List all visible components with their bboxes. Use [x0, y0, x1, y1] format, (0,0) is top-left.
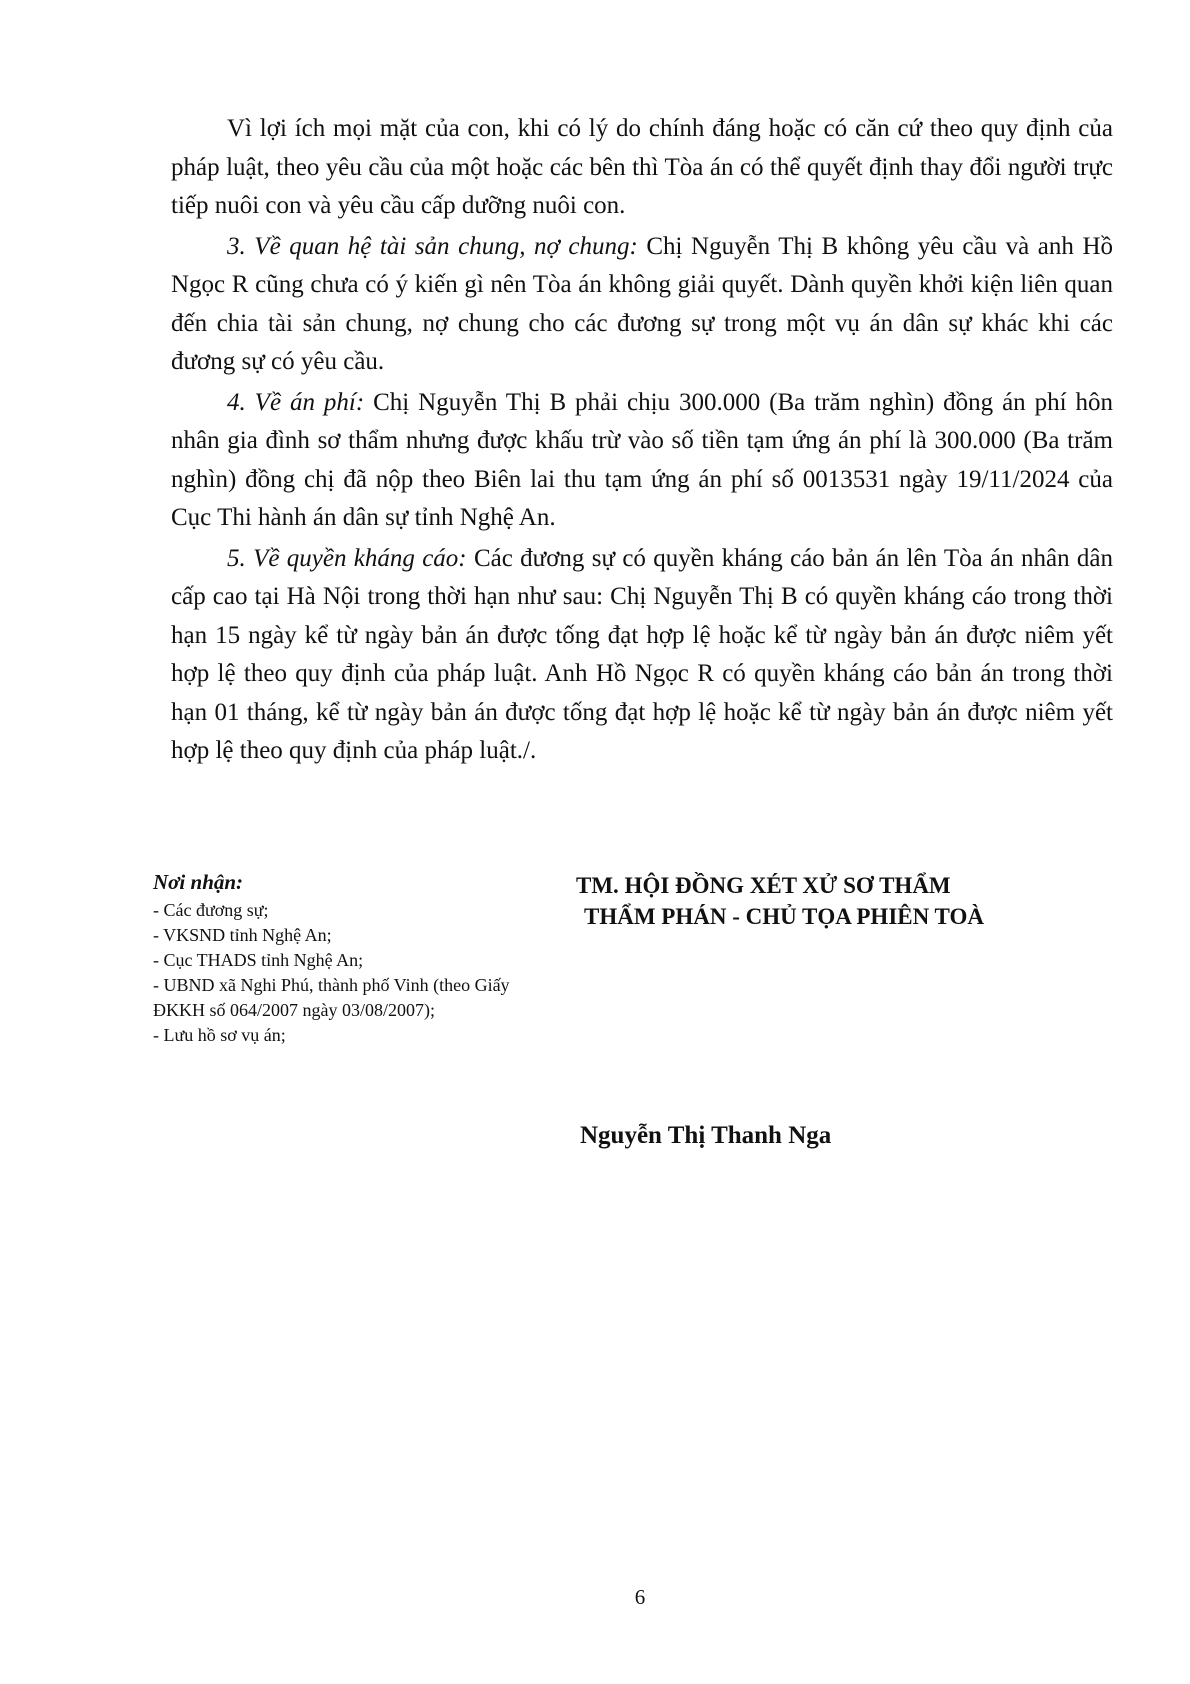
recipient-item: - Cục THADS tỉnh Nghệ An;: [153, 950, 364, 970]
signature-council-title: TM. HỘI ĐỒNG XÉT XỬ SƠ THẨM: [576, 873, 951, 898]
paragraph-text: Các đương sự có quyền kháng cáo bản án lên Tòa án nhân dân cấp cao tại Hà Nội trong thời hạn như sau: Chị Nguyễn Thị B có quyền kháng cáo trong thời hạn 15 ngày kể từ ngày bản án được tống đạt hợp lệ hoặc kể từ ngày bản án được niêm yết hợp lệ theo quy định của pháp luật. Anh Hồ Ngọc R có quyền kháng cáo bản án trong thời hạn 01 tháng, kể từ ngày bản án được tống đạt hợp lệ hoặc kể từ ngày bản án được niêm yết hợp lệ theo quy định của pháp luật./.: [171, 544, 1113, 764]
paragraph-lead: 5. Về quyền kháng cáo:: [227, 544, 467, 572]
page-number: 6: [634, 1585, 646, 1609]
paragraph-lead: 3. Về quan hệ tài sản chung, nợ chung:: [227, 232, 638, 260]
paragraph-appeal-rights: [171, 540, 1113, 771]
recipients-block: [153, 868, 513, 1048]
paragraph-custody-change: [171, 110, 1113, 226]
paragraph-common-property: [171, 228, 1113, 382]
paragraph-lead: 4. Về án phí:: [227, 388, 365, 416]
recipient-item: - Lưu hồ sơ vụ án;: [153, 1025, 286, 1045]
judgment-body: [171, 110, 1113, 771]
paragraph-text: Chị Nguyễn Thị B phải chịu 300.000 (Ba trăm nghìn) đồng án phí hôn nhân gia đình sơ thẩm nhưng được khấu trừ vào số tiền tạm ứng án phí là 300.000 (Ba trăm nghìn) đồng chị đã nộp theo Biên lai thu tạm ứng án phí số 0013531 ngày 19/11/2024 của Cục Thi hành án dân sự tỉnh Nghệ An.: [171, 388, 1113, 531]
recipient-item: - Các đương sự;: [153, 900, 269, 920]
paragraph-text: Chị Nguyễn Thị B không yêu cầu và anh Hồ Ngọc R cũng chưa có ý kiến gì nên Tòa án không giải quyết. Dành quyền khởi kiện liên quan đến chia tài sản chung, nợ chung cho các đương sự trong một vụ án dân sự khác khi các đương sự có yêu cầu.: [171, 232, 1114, 375]
signature-block: [560, 870, 1080, 932]
recipient-item: - VKSND tỉnh Nghệ An;: [153, 925, 332, 945]
paragraph-text: Vì lợi ích mọi mặt của con, khi có lý do chính đáng hoặc có căn cứ theo quy định của pháp luật, theo yêu cầu của một hoặc các bên thì Tòa án có thể quyết định thay đổi người trực tiếp nuôi con và yêu cầu cấp dưỡng nuôi con.: [171, 115, 1113, 219]
recipient-item: - UBND xã Nghi Phú, thành phố Vinh (theo Giấy ĐKKH số 064/2007 ngày 03/08/2007);: [153, 975, 510, 1020]
signature-judge-title: THẨM PHÁN - CHỦ TỌA PHIÊN TOÀ: [584, 904, 984, 929]
paragraph-court-fee: [171, 384, 1113, 538]
signer-name: Nguyễn Thị Thanh Nga: [580, 1122, 832, 1149]
recipients-heading: Nơi nhận:: [153, 870, 244, 894]
